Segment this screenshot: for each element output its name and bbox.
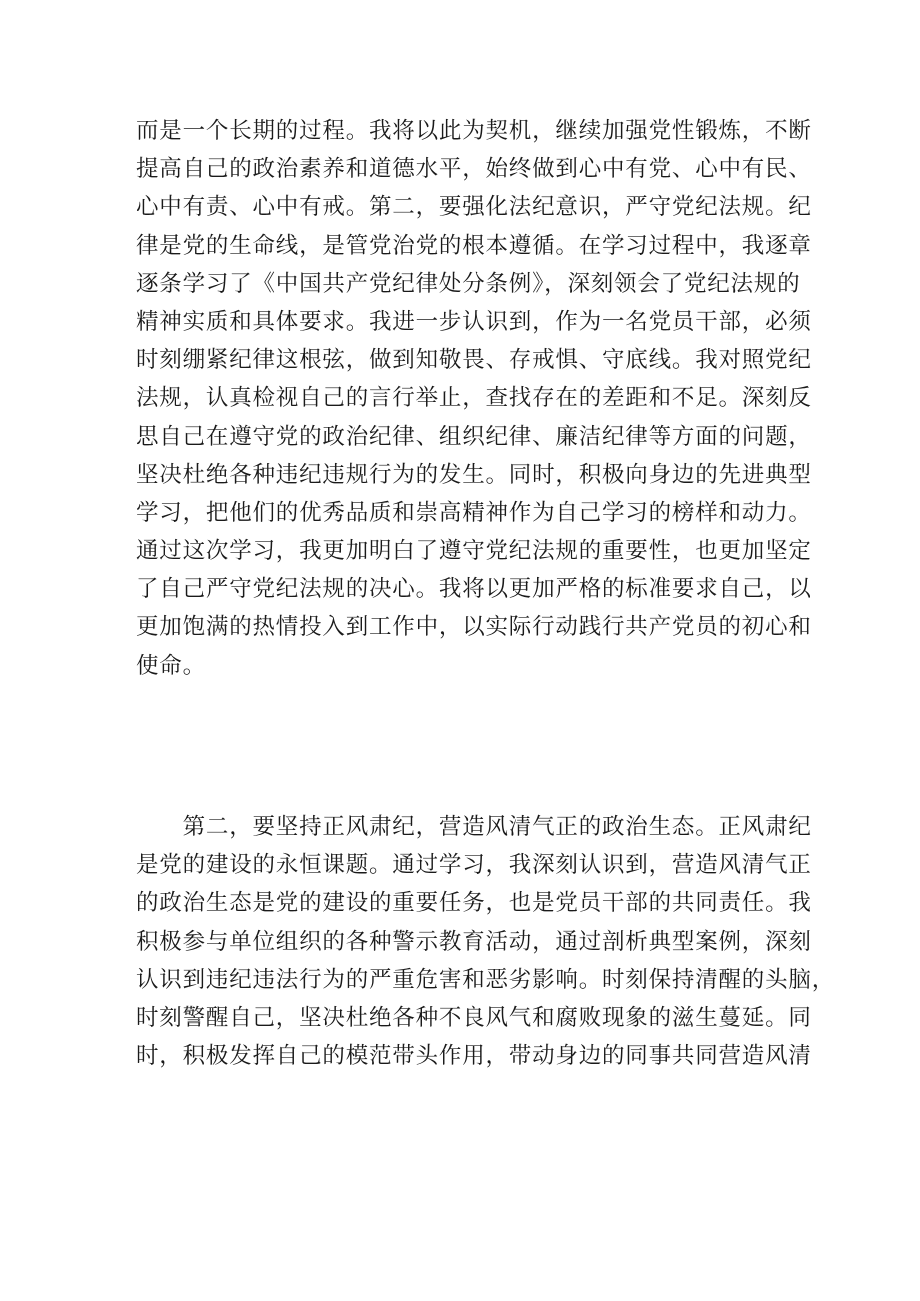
text-line: 学习，把他们的优秀品质和崇高精神作为自己学习的榜样和动力。	[136, 499, 812, 526]
text-line: 律是党的生命线，是管党治党的根本遵循。在学习过程中，我逐章	[136, 232, 812, 259]
text-line: 的政治生态是党的建设的重要任务，也是党员干部的共同责任。我	[136, 890, 812, 917]
text-line: 了自己严守党纪法规的决心。我将以更加严格的标准要求自己，以	[136, 576, 812, 603]
text-line: 思自己在遵守党的政治纪律、组织纪律、廉洁纪律等方面的问题，	[136, 423, 812, 450]
text-line: 是党的建设的永恒课题。通过学习，我深刻认识到，营造风清气正	[136, 852, 812, 879]
text-line: 通过这次学习，我更加明白了遵守党纪法规的重要性，也更加坚定	[136, 538, 812, 565]
text-line: 积极参与单位组织的各种警示教育活动，通过剖析典型案例，深刻	[136, 928, 812, 955]
text-line: 认识到违纪违法行为的严重危害和恶劣影响。时刻保持清醒的头脑，	[136, 966, 836, 993]
text-line: 使命。	[136, 652, 206, 679]
text-line: 逐条学习了《中国共产党纪律处分条例》，深刻领会了党纪法规的	[136, 270, 801, 297]
text-line: 法规，认真检视自己的言行举止，查找存在的差距和不足。深刻反	[136, 385, 812, 412]
text-line: 时，积极发挥自己的模范带头作用，带动身边的同事共同营造风清	[136, 1043, 812, 1070]
text-line: 第二，要坚持正风肃纪，营造风清气正的政治生态。正风肃纪	[136, 814, 812, 840]
text-line: 时刻警醒自己，坚决杜绝各种不良风气和腐败现象的滋生蔓延。同	[136, 1004, 812, 1031]
text-line: 时刻绷紧纪律这根弦，做到知敬畏、存戒惧、守底线。我对照党纪	[136, 347, 812, 374]
text-line: 提高自己的政治素养和道德水平，始终做到心中有党、心中有民、	[136, 156, 812, 183]
text-line: 坚决杜绝各种违纪违规行为的发生。同时，积极向身边的先进典型	[136, 461, 812, 488]
text-line: 心中有责、心中有戒。第二，要强化法纪意识，严守党纪法规。纪	[136, 194, 812, 221]
paragraph-1	[136, 112, 812, 685]
text-line: 精神实质和具体要求。我进一步认识到，作为一名党员干部，必须	[136, 308, 812, 335]
text-line: 更加饱满的热情投入到工作中，以实际行动践行共产党员的初心和	[136, 614, 812, 641]
paragraph-2	[136, 808, 836, 1075]
text-line: 而是一个长期的过程。我将以此为契机，继续加强党性锻炼，不断	[136, 118, 812, 144]
